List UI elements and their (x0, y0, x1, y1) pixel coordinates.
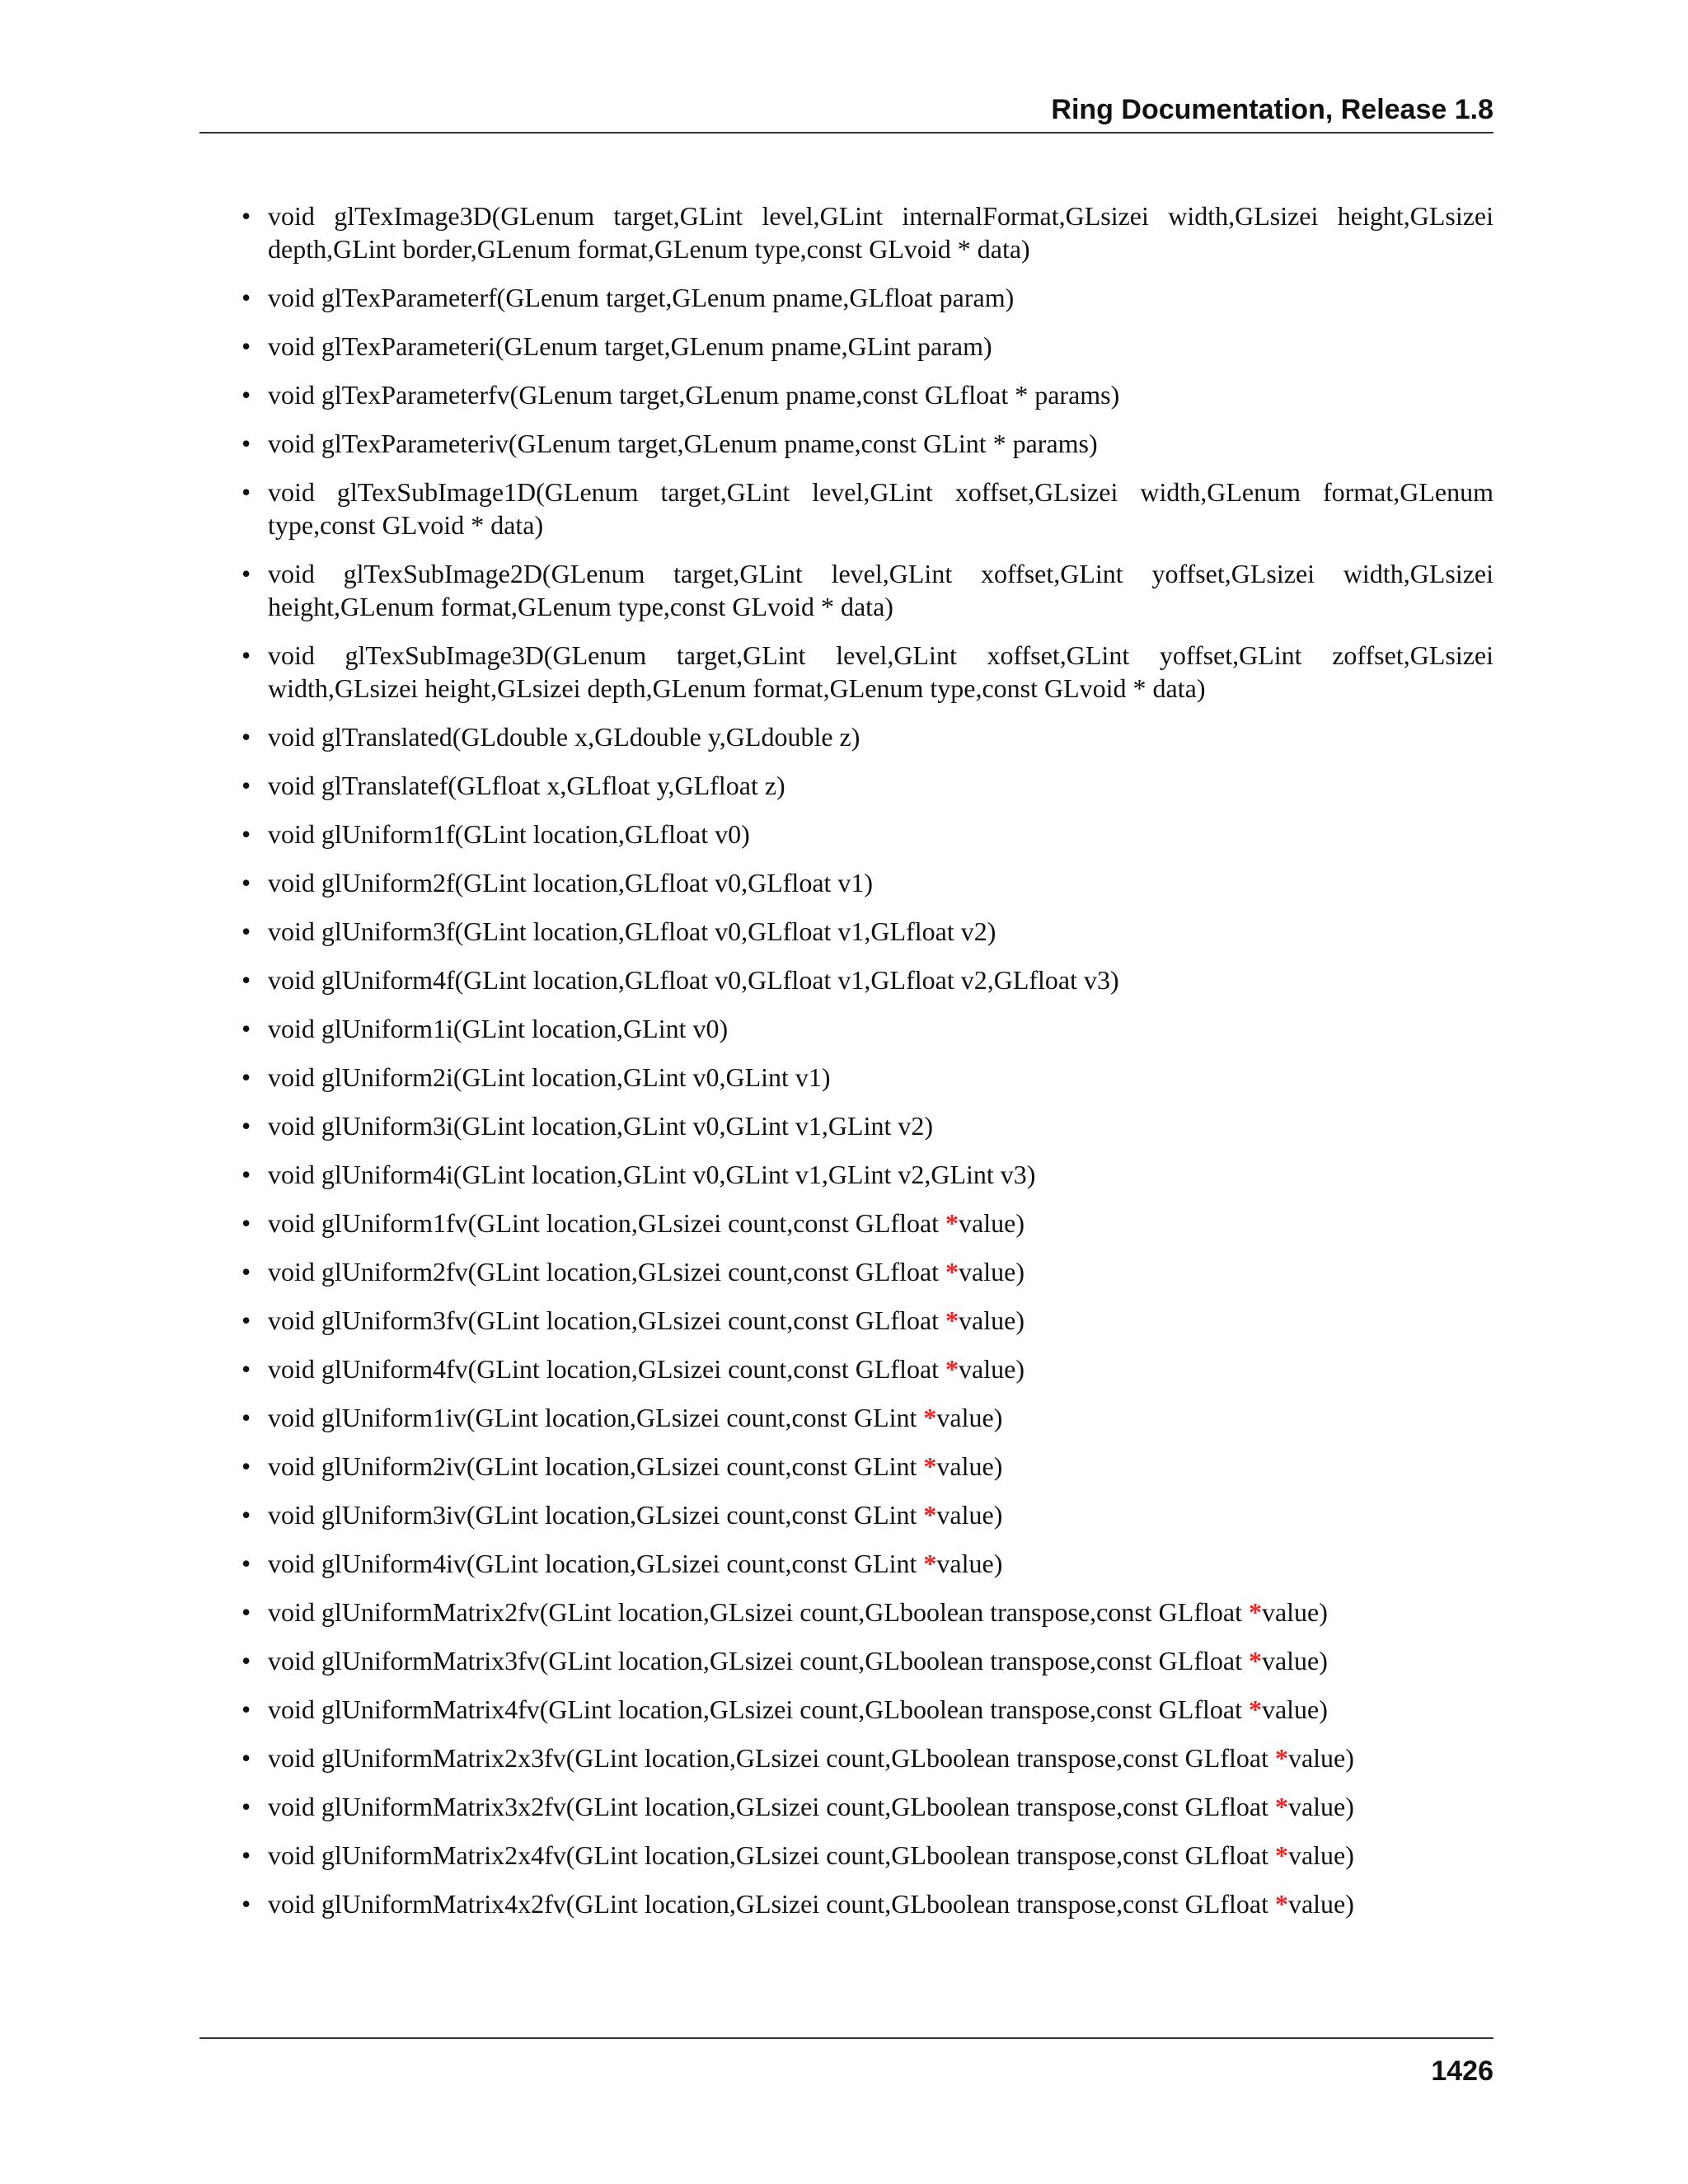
function-signature-tail: value) (1287, 1840, 1354, 1870)
function-signature: void glUniform2i(GLint location,GLint v0,GLint v1) (268, 1062, 831, 1092)
function-signature: void glTexParameteri(GLenum target,GLenum pname,GLint param) (268, 331, 992, 361)
function-signature: void glUniform3i(GLint location,GLint v0,GLint v1,GLint v2) (268, 1111, 934, 1141)
function-signature-tail: value) (1287, 1889, 1354, 1919)
function-signature: void glTexParameterf(GLenum target,GLenum pname,GLfloat param) (268, 283, 1015, 312)
function-signature-tail: value) (936, 1549, 1003, 1578)
list-item (241, 1887, 1493, 1920)
list-item (241, 1644, 1493, 1677)
list-item (241, 1255, 1493, 1288)
function-signature: void glTexSubImage3D(GLenum target,GLint level,GLint xoffset,GLint yoffset,GLint zoffset,GLsizei width,GLsizei height,GLsizei depth,GLenum format,GLenum type,const GLvoid * data) (268, 640, 1493, 703)
list-item (241, 476, 1493, 541)
list-item (241, 281, 1493, 314)
function-signature: void glTexParameterfv(GLenum target,GLenum pname,const GLfloat * params) (268, 380, 1120, 410)
function-signature-tail: value) (936, 1500, 1003, 1530)
function-signature: void glUniform4fv(GLint location,GLsizei count,const GLfloat (268, 1354, 946, 1384)
function-signature: void glUniform4iv(GLint location,GLsizei count,const GLint (268, 1549, 924, 1578)
bullet-icon: • (241, 1354, 251, 1384)
bullet-icon: • (241, 819, 251, 849)
bullet-icon: • (241, 916, 251, 946)
list-item (241, 1450, 1493, 1483)
bullet-icon: • (241, 868, 251, 898)
function-signature: void glUniform3fv(GLint location,GLsizei count,const GLfloat (268, 1305, 946, 1335)
function-signature-tail: value) (959, 1257, 1025, 1286)
pointer-asterisk: * (923, 1549, 937, 1578)
function-signature: void glUniform3f(GLint location,GLfloat v0,GLfloat v1,GLfloat v2) (268, 916, 996, 946)
pointer-asterisk: * (1248, 1597, 1262, 1627)
pointer-asterisk: * (1274, 1840, 1288, 1870)
list-item (241, 1158, 1493, 1191)
pointer-asterisk: * (945, 1305, 959, 1335)
pointer-asterisk: * (923, 1451, 937, 1481)
list-item (241, 1061, 1493, 1094)
function-signature: void glUniform2fv(GLint location,GLsizei count,const GLfloat (268, 1257, 946, 1286)
function-signature: void glTexSubImage2D(GLenum target,GLint level,GLint xoffset,GLint yoffset,GLsizei width,GLsizei height,GLenum format,GLenum type,const GLvoid * data) (268, 559, 1493, 621)
function-signature: void glUniformMatrix4fv(GLint location,GLsizei count,GLboolean transpose,const GLfloat (268, 1694, 1249, 1724)
list-item (241, 1109, 1493, 1142)
function-signature: void glUniform4f(GLint location,GLfloat v0,GLfloat v1,GLfloat v2,GLfloat v3) (268, 965, 1119, 995)
pointer-asterisk: * (1248, 1646, 1262, 1675)
function-signature: void glTexImage3D(GLenum target,GLint level,GLint internalFormat,GLsizei width,GLsizei height,GLsizei depth,GLint border,GLenum format,GLenum type,const GLvoid * data) (268, 201, 1493, 264)
function-signature: void glUniform1fv(GLint location,GLsizei count,const GLfloat (268, 1208, 946, 1238)
document-title: Ring Documentation, Release 1.8 (1051, 94, 1493, 125)
bullet-icon: • (241, 559, 251, 588)
list-item (241, 963, 1493, 996)
function-signature: void glTranslatef(GLfloat x,GLfloat y,GLfloat z) (268, 771, 785, 800)
list-item (241, 427, 1493, 460)
function-signature: void glUniformMatrix3x2fv(GLint location,GLsizei count,GLboolean transpose,const GLfloat (268, 1792, 1275, 1821)
bullet-icon: • (241, 1694, 251, 1724)
bullet-icon: • (241, 1500, 251, 1530)
bullet-icon: • (241, 201, 251, 231)
bullet-icon: • (241, 771, 251, 800)
function-signature: void glUniformMatrix4x2fv(GLint location,GLsizei count,GLboolean transpose,const GLfloat (268, 1889, 1275, 1919)
bullet-icon: • (241, 331, 251, 361)
list-item (241, 915, 1493, 948)
function-signature: void glTexParameteriv(GLenum target,GLenum pname,const GLint * params) (268, 429, 1098, 458)
list-item (241, 1596, 1493, 1629)
bullet-icon: • (241, 1062, 251, 1092)
function-list (241, 199, 1493, 1920)
list-item (241, 330, 1493, 363)
list-item (241, 378, 1493, 411)
bullet-icon: • (241, 1743, 251, 1773)
list-item (241, 1790, 1493, 1823)
function-signature-tail: value) (936, 1403, 1003, 1432)
function-signature: void glUniform4i(GLint location,GLint v0,GLint v1,GLint v2,GLint v3) (268, 1160, 1036, 1189)
bullet-icon: • (241, 1597, 251, 1627)
pointer-asterisk: * (923, 1500, 937, 1530)
function-signature-tail: value) (959, 1208, 1025, 1238)
list-item (241, 1304, 1493, 1337)
list-item (241, 1693, 1493, 1726)
function-signature-tail: value) (1261, 1597, 1328, 1627)
function-signature: void glUniformMatrix2x3fv(GLint location,GLsizei count,GLboolean transpose,const GLfloat (268, 1743, 1275, 1773)
page-content (241, 199, 1493, 1936)
list-item (241, 199, 1493, 265)
list-item (241, 720, 1493, 753)
bullet-icon: • (241, 640, 251, 670)
pointer-asterisk: * (1248, 1694, 1262, 1724)
pointer-asterisk: * (945, 1354, 959, 1384)
bullet-icon: • (241, 429, 251, 458)
bullet-icon: • (241, 1014, 251, 1043)
bullet-icon: • (241, 722, 251, 752)
pointer-asterisk: * (923, 1403, 937, 1432)
page-number: 1426 (1431, 2055, 1493, 2087)
page-footer (199, 2037, 1493, 2088)
list-item (241, 1012, 1493, 1045)
list-item (241, 1839, 1493, 1872)
bullet-icon: • (241, 965, 251, 995)
list-item (241, 1547, 1493, 1580)
list-item (241, 1352, 1493, 1385)
bullet-icon: • (241, 1305, 251, 1335)
function-signature-tail: value) (959, 1354, 1025, 1384)
bullet-icon: • (241, 1840, 251, 1870)
list-item (241, 769, 1493, 802)
function-signature-tail: value) (1287, 1792, 1354, 1821)
bullet-icon: • (241, 380, 251, 410)
function-signature: void glUniform3iv(GLint location,GLsizei count,const GLint (268, 1500, 924, 1530)
function-signature-tail: value) (959, 1305, 1025, 1335)
function-signature: void glUniform2iv(GLint location,GLsizei count,const GLint (268, 1451, 924, 1481)
bullet-icon: • (241, 1257, 251, 1286)
function-signature: void glTranslated(GLdouble x,GLdouble y,GLdouble z) (268, 722, 860, 752)
bullet-icon: • (241, 1160, 251, 1189)
bullet-icon: • (241, 1208, 251, 1238)
bullet-icon: • (241, 1549, 251, 1578)
function-signature: void glTexSubImage1D(GLenum target,GLint level,GLint xoffset,GLsizei width,GLenum format,GLenum type,const GLvoid * data) (268, 477, 1493, 540)
bullet-icon: • (241, 283, 251, 312)
list-item (241, 866, 1493, 899)
bullet-icon: • (241, 477, 251, 507)
bullet-icon: • (241, 1403, 251, 1432)
function-signature: void glUniform1f(GLint location,GLfloat v0) (268, 819, 750, 849)
function-signature-tail: value) (1261, 1694, 1328, 1724)
function-signature: void glUniform1i(GLint location,GLint v0) (268, 1014, 729, 1043)
function-signature: void glUniformMatrix3fv(GLint location,GLsizei count,GLboolean transpose,const GLfloat (268, 1646, 1249, 1675)
bullet-icon: • (241, 1111, 251, 1141)
list-item (241, 557, 1493, 623)
function-signature-tail: value) (1261, 1646, 1328, 1675)
pointer-asterisk: * (1274, 1792, 1288, 1821)
list-item (241, 1498, 1493, 1531)
list-item (241, 1401, 1493, 1434)
page-header (199, 92, 1493, 134)
list-item (241, 1207, 1493, 1240)
pointer-asterisk: * (945, 1208, 959, 1238)
function-signature: void glUniform2f(GLint location,GLfloat v0,GLfloat v1) (268, 868, 874, 898)
bullet-icon: • (241, 1792, 251, 1821)
pointer-asterisk: * (945, 1257, 959, 1286)
pointer-asterisk: * (1274, 1743, 1288, 1773)
bullet-icon: • (241, 1646, 251, 1675)
function-signature-tail: value) (1287, 1743, 1354, 1773)
function-signature: void glUniformMatrix2x4fv(GLint location,GLsizei count,GLboolean transpose,const GLfloat (268, 1840, 1275, 1870)
function-signature-tail: value) (936, 1451, 1003, 1481)
function-signature: void glUniformMatrix2fv(GLint location,GLsizei count,GLboolean transpose,const GLfloat (268, 1597, 1249, 1627)
list-item (241, 818, 1493, 851)
list-item (241, 1741, 1493, 1774)
function-signature: void glUniform1iv(GLint location,GLsizei count,const GLint (268, 1403, 924, 1432)
list-item (241, 639, 1493, 705)
bullet-icon: • (241, 1889, 251, 1919)
bullet-icon: • (241, 1451, 251, 1481)
pointer-asterisk: * (1274, 1889, 1288, 1919)
